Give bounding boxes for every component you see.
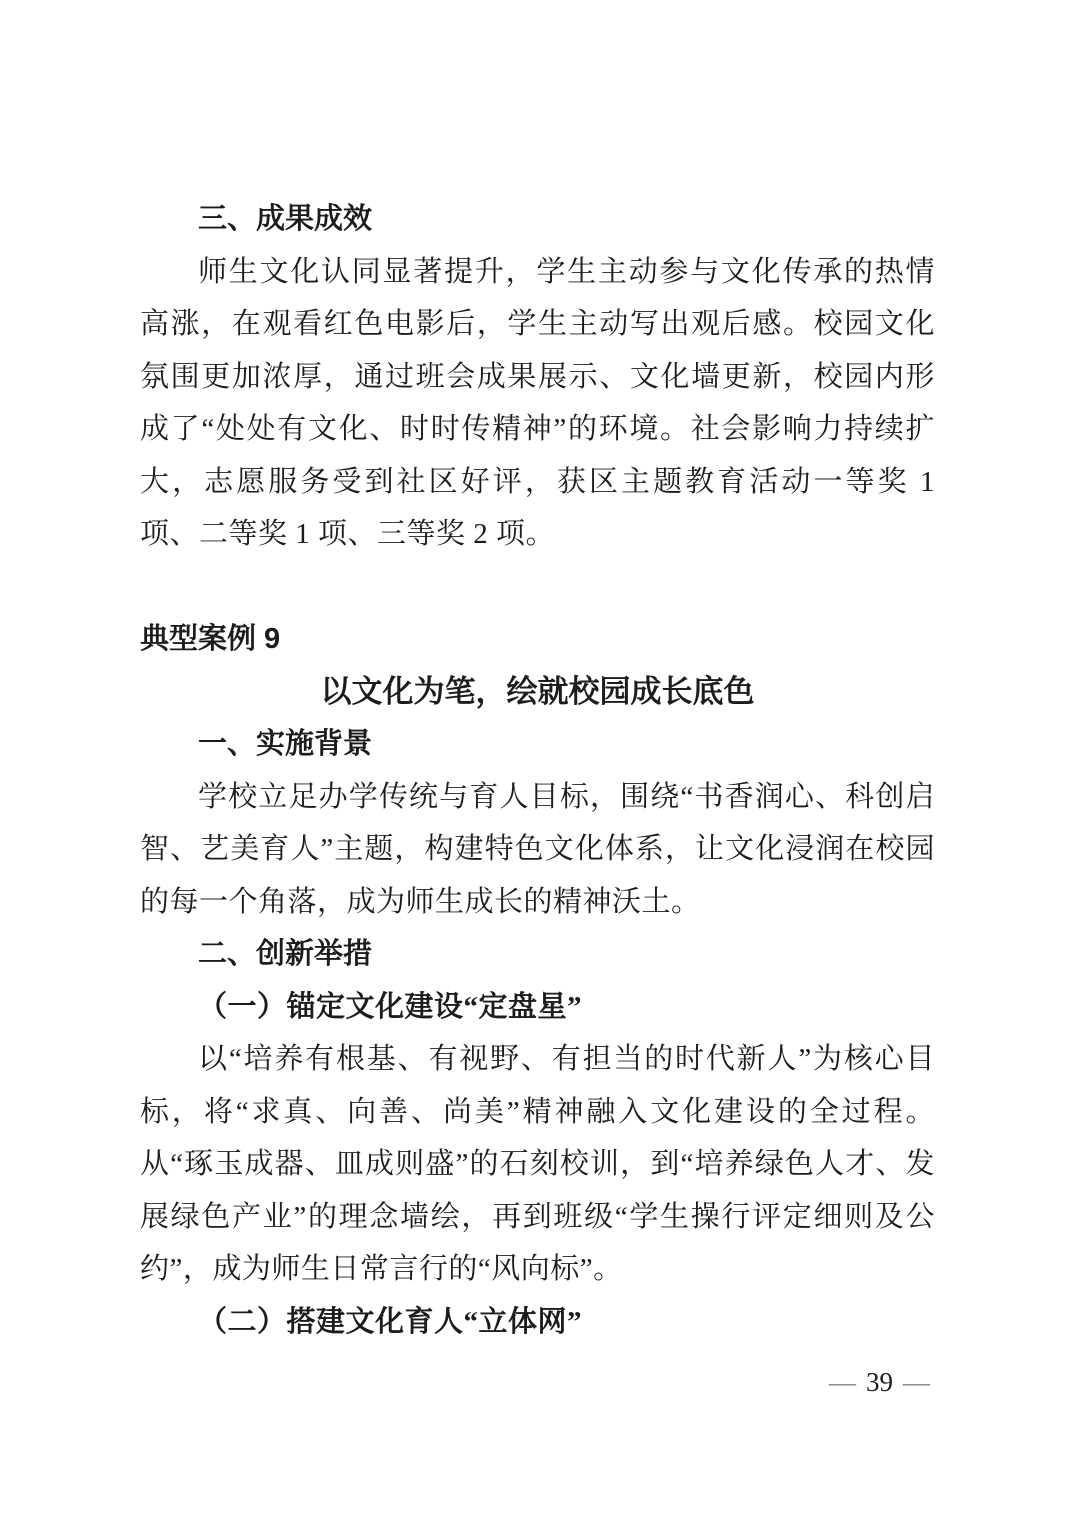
section-heading-measures: 二、创新举措: [198, 938, 373, 970]
background-paragraph: 学校立足办学传统与育人目标，围绕“书香润心、科创启智、艺美育人”主题，构建特色文化体系，让文化浸润在校园的每一个角落，成为师生成长的精神沃土。: [140, 780, 935, 918]
case-title: 以文化为笔，绘就校园成长底色: [320, 673, 755, 709]
page-number-dash-left: —: [829, 1367, 856, 1397]
section-heading-background: 一、实施背景: [198, 728, 373, 760]
case-label: 典型案例 9: [140, 623, 281, 655]
sub-heading-measure-1: （一）锚定文化建设“定盘星”: [198, 990, 583, 1023]
page-number-dash-right: —: [903, 1367, 930, 1397]
measure-1-paragraph: 以“培养有根基、有视野、有担当的时代新人”为核心目标，将“求真、向善、尚美”精神融入文化建设的全过程。从“琢玉成器、皿成则盛”的石刻校训，到“培养绿色人才、发展绿色产业”的理念墙绘，再到班级“学生操行评定细则及公约”，成为师生日常言行的“风向标”。: [140, 1043, 935, 1285]
page-number-value: 39: [866, 1367, 893, 1397]
page-number: [819, 1366, 940, 1398]
results-paragraph: 师生文化认同显著提升，学生主动参与文化传承的热情高涨，在观看红色电影后，学生主动写出观后感。校园文化氛围更加浓厚，通过班会成果展示、文化墙更新，校园内形成了“处处有文化、时时传精神”的环境。社会影响力持续扩大，志愿服务受到社区好评，获区主题教育活动一等奖 1 项、二等奖 1 项、三等奖 2 项。: [140, 255, 935, 550]
sub-heading-measure-2: （二）搭建文化育人“立体网”: [198, 1305, 583, 1338]
section-heading-results: 三、成果成效: [198, 203, 373, 235]
